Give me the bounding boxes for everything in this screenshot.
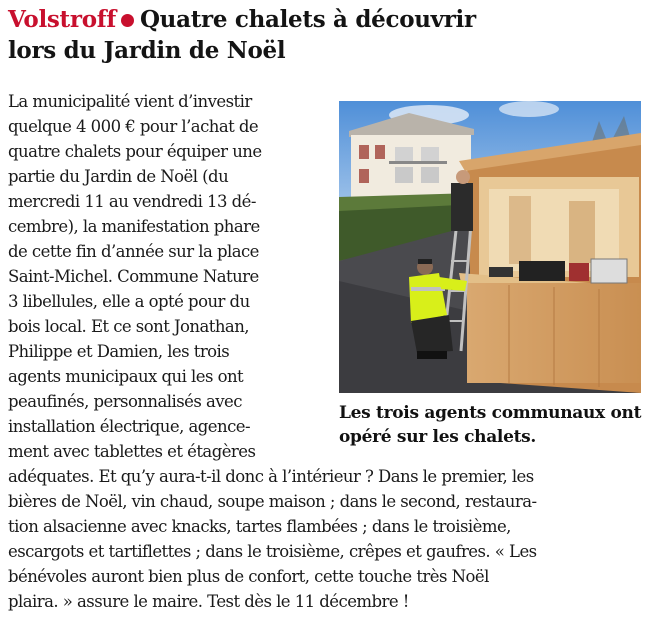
body-line-9: 3 libellules, elle a opté pour du [8,292,250,311]
body-line-21: plaira. » assure le maire. Test dès le 11 décembre ! [8,592,409,611]
body-line-2: quelque 4 000 € pour l’achat de [8,117,259,136]
headline [8,4,638,66]
body-line-16: adéquates. Et qu’y aura-t-il donc à l’intérieur ? Dans le premier, les [8,467,534,486]
body-line-5: mercredi 11 au vendredi 13 dé- [8,192,256,211]
body-line-18: tion alsacienne avec knacks, tartes flambées ; dans le troisième, [8,517,511,536]
body-line-14: installation électrique, agence- [8,417,251,436]
body-line-15: ment avec tablettes et étagères [8,442,256,461]
headline-kicker: Volstroff [8,6,116,33]
body-line-11: Philippe et Damien, les trois [8,342,230,361]
photo-caption: Les trois agents communaux ont opéré sur les chalets. [339,403,642,447]
body-line-3: quatre chalets pour équiper une [8,142,262,161]
body-line-12: agents municipaux qui les ont [8,367,244,386]
body-line-10: bois local. Et ce sont Jonathan, [8,317,249,336]
body-line-19: escargots et tartiflettes ; dans le troisième, crêpes et gaufres. « Les [8,542,537,561]
body-line-7: de cette fin d’année sur la place [8,242,259,261]
article-photo [339,101,641,393]
body-line-4: partie du Jardin de Noël (du [8,167,229,186]
headline-title-line1: Quatre chalets à découvrir [139,6,476,33]
body-line-8: Saint-Michel. Commune Nature [8,267,259,286]
body-line-1: La municipalité vient d’investir [8,92,252,111]
body-line-20: bénévoles auront bien plus de confort, cette touche très Noël [8,567,489,586]
body-line-6: cembre), la manifestation phare [8,217,260,236]
headline-title-line2: lors du Jardin de Noël [8,37,286,64]
bullet-dot-icon [121,14,134,27]
body-line-17: bières de Noël, vin chaud, soupe maison ; dans le second, restaura- [8,492,537,511]
body-line-13: peaufinés, personnalisés avec [8,392,242,411]
